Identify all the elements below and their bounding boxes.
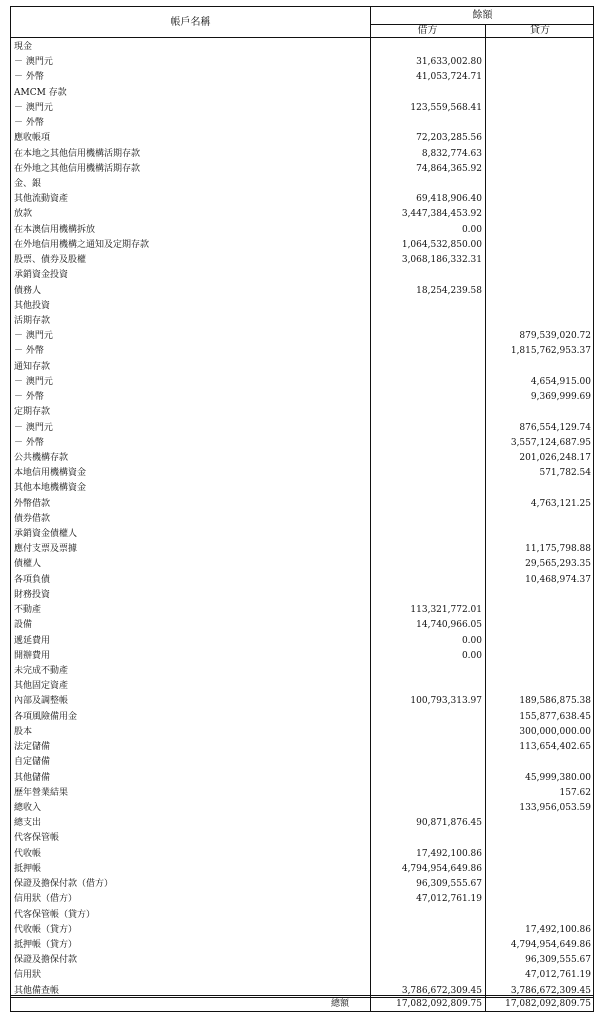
account-name-cell: － 外幣 bbox=[14, 118, 44, 129]
table-row bbox=[11, 664, 595, 679]
credit-cell: 4,654,915.00 bbox=[530, 376, 591, 387]
credit-cell: 3,557,124,687.95 bbox=[510, 437, 591, 448]
account-name-cell: 其他投資 bbox=[14, 300, 51, 311]
debit-cell: 17,492,100.86 bbox=[416, 848, 482, 859]
table-row bbox=[11, 131, 595, 146]
debit-cell: 18,254,239.58 bbox=[416, 285, 482, 296]
debit-cell bbox=[373, 527, 482, 542]
table-row bbox=[11, 253, 595, 268]
table-row bbox=[11, 451, 595, 466]
account-name-cell: 財務投資 bbox=[14, 589, 51, 600]
debit-cell bbox=[373, 481, 482, 496]
debit-cell: 0.00 bbox=[461, 635, 482, 646]
account-name-cell: 內部及調整帳 bbox=[14, 696, 69, 707]
debit-cell bbox=[373, 557, 482, 572]
account-name-cell: 應付支票及票據 bbox=[14, 544, 78, 555]
debit-cell bbox=[373, 710, 482, 725]
credit-cell bbox=[488, 405, 591, 420]
account-name-cell: 信用狀（借方） bbox=[14, 894, 78, 905]
debit-cell bbox=[373, 801, 482, 816]
account-name-cell: 總支出 bbox=[14, 818, 42, 829]
table-row bbox=[11, 299, 595, 314]
credit-cell: 571,782.54 bbox=[539, 468, 591, 479]
table-row bbox=[11, 314, 595, 329]
credit-cell bbox=[488, 679, 591, 694]
account-name-cell: － 澳門元 bbox=[14, 422, 53, 433]
account-name-cell: 信用狀 bbox=[14, 970, 42, 981]
credit-cell bbox=[488, 908, 591, 923]
table-row bbox=[11, 466, 595, 481]
table-row bbox=[11, 771, 595, 786]
table-row bbox=[11, 360, 595, 375]
credit-cell bbox=[488, 177, 591, 192]
debit-cell bbox=[373, 329, 482, 344]
account-name-cell: 債務人 bbox=[14, 285, 42, 296]
credit-cell bbox=[488, 223, 591, 238]
table-row bbox=[11, 481, 595, 496]
debit-cell bbox=[373, 466, 482, 481]
table-row bbox=[11, 405, 595, 420]
account-name-cell: 本地信用機構資金 bbox=[14, 468, 87, 479]
account-name-cell: 現金 bbox=[14, 42, 33, 52]
table-row bbox=[11, 801, 595, 816]
account-name-cell: 在外地之其他信用機構活期存款 bbox=[14, 163, 141, 174]
credit-cell: 4,763,121.25 bbox=[530, 498, 591, 509]
debit-cell: 0.00 bbox=[461, 224, 482, 235]
account-name-cell: 股本 bbox=[14, 726, 33, 737]
debit-cell bbox=[373, 421, 482, 436]
account-name-cell: － 澳門元 bbox=[14, 331, 53, 342]
debit-cell bbox=[373, 542, 482, 557]
table-row bbox=[11, 512, 595, 527]
debit-cell bbox=[373, 314, 482, 329]
credit-cell bbox=[488, 862, 591, 877]
header-credit: 貸方 bbox=[530, 25, 550, 36]
account-name-cell: 自定儲備 bbox=[14, 757, 51, 768]
credit-cell bbox=[488, 755, 591, 770]
account-name-cell: AMCM 存款 bbox=[14, 87, 67, 98]
credit-cell bbox=[488, 314, 591, 329]
table-row bbox=[11, 284, 595, 299]
credit-cell: 189,586,875.38 bbox=[519, 696, 591, 707]
account-name-cell: 應收帳項 bbox=[14, 133, 51, 144]
header-debit: 借方 bbox=[417, 25, 438, 36]
credit-cell bbox=[488, 192, 591, 207]
credit-cell: 10,468,974.37 bbox=[525, 574, 591, 585]
account-name-cell: － 外幣 bbox=[14, 72, 44, 83]
credit-cell: 17,492,100.86 bbox=[525, 924, 591, 935]
account-name-cell: 遞延費用 bbox=[14, 635, 51, 646]
account-name-cell: 在本地之其他信用機構活期存款 bbox=[14, 148, 141, 159]
table-row bbox=[11, 755, 595, 770]
credit-cell bbox=[488, 284, 591, 299]
credit-cell: 876,554,129.74 bbox=[519, 422, 591, 433]
credit-cell: 133,956,053.59 bbox=[519, 803, 591, 813]
table-row bbox=[11, 953, 595, 968]
credit-cell: 96,309,555.67 bbox=[525, 955, 591, 966]
account-name-cell: 不動產 bbox=[14, 605, 42, 616]
table-row bbox=[11, 816, 595, 831]
credit-cell bbox=[488, 101, 591, 116]
debit-cell bbox=[373, 451, 482, 466]
account-name-cell: － 澳門元 bbox=[14, 57, 53, 68]
account-name-cell: 承銷資金債權人 bbox=[14, 529, 78, 540]
table-row bbox=[11, 618, 595, 633]
debit-cell bbox=[373, 360, 482, 375]
table-row bbox=[11, 710, 595, 725]
account-name-cell: 各項負債 bbox=[14, 574, 51, 585]
credit-cell bbox=[488, 253, 591, 268]
account-name-cell: 代客保管帳 bbox=[14, 833, 60, 844]
table-row bbox=[11, 923, 595, 938]
account-name-cell: 在本澳信用機構拆放 bbox=[14, 224, 96, 235]
table-row bbox=[11, 740, 595, 755]
credit-cell bbox=[488, 131, 591, 146]
credit-cell bbox=[488, 877, 591, 892]
debit-cell bbox=[373, 86, 482, 101]
credit-cell: 9,369,999.69 bbox=[530, 392, 591, 403]
debit-cell bbox=[373, 771, 482, 786]
header-account-name: 帳戶名稱 bbox=[170, 17, 211, 28]
debit-cell: 4,794,954,649.86 bbox=[401, 863, 482, 874]
credit-cell bbox=[488, 847, 591, 862]
table-row bbox=[11, 162, 595, 177]
account-name-cell: 代收帳（貸方） bbox=[14, 924, 78, 935]
account-name-cell: 各項風險備用金 bbox=[14, 711, 78, 722]
debit-cell: 3,447,384,453.92 bbox=[401, 209, 482, 220]
debit-cell bbox=[373, 953, 482, 968]
table-row bbox=[11, 55, 595, 70]
debit-cell bbox=[373, 512, 482, 527]
debit-cell bbox=[373, 344, 482, 359]
table-row bbox=[11, 877, 595, 892]
account-name-cell: 其他流動資產 bbox=[14, 194, 69, 205]
account-name-cell: 其他備查帳 bbox=[14, 985, 60, 996]
table-row bbox=[11, 649, 595, 664]
credit-cell bbox=[488, 664, 591, 679]
debit-cell bbox=[373, 664, 482, 679]
debit-cell: 31,633,002.80 bbox=[416, 57, 482, 68]
table-row bbox=[11, 390, 595, 405]
debit-cell: 69,418,906.40 bbox=[416, 194, 482, 205]
credit-cell: 201,026,248.17 bbox=[519, 452, 591, 463]
credit-cell bbox=[488, 527, 591, 542]
debit-cell bbox=[373, 405, 482, 420]
debit-cell bbox=[373, 497, 482, 512]
account-name-cell: 未完成不動產 bbox=[14, 666, 69, 677]
account-name-cell: 金、銀 bbox=[14, 178, 42, 189]
total-credit: 17,082,092,809.75 bbox=[505, 999, 591, 1009]
debit-cell bbox=[373, 740, 482, 755]
account-name-cell: 股票、債券及股權 bbox=[14, 255, 87, 266]
debit-cell: 74,864,365.92 bbox=[416, 163, 482, 174]
account-name-cell: 代客保管帳（貸方） bbox=[14, 909, 96, 920]
account-name-cell: 定期存款 bbox=[14, 407, 51, 418]
table-row bbox=[11, 786, 595, 801]
debit-cell: 123,559,568.41 bbox=[410, 102, 482, 113]
account-name-cell: 其他本地機構資金 bbox=[14, 483, 87, 494]
credit-cell: 11,175,798.88 bbox=[525, 544, 591, 555]
table-row bbox=[11, 542, 595, 557]
table-row bbox=[11, 192, 595, 207]
table-row bbox=[11, 436, 595, 451]
table-row bbox=[11, 375, 595, 390]
table-row bbox=[11, 588, 595, 603]
table-row bbox=[11, 892, 595, 907]
credit-cell bbox=[488, 603, 591, 618]
account-name-cell: － 澳門元 bbox=[14, 376, 53, 387]
debit-cell bbox=[373, 177, 482, 192]
debit-cell bbox=[373, 908, 482, 923]
debit-cell: 1,064,532,850.00 bbox=[401, 239, 482, 250]
debit-cell bbox=[373, 786, 482, 801]
debit-cell bbox=[373, 588, 482, 603]
credit-cell bbox=[488, 816, 591, 831]
credit-cell: 879,539,020.72 bbox=[519, 331, 591, 342]
account-name-cell: 債券借款 bbox=[14, 513, 51, 524]
credit-cell bbox=[488, 268, 591, 283]
debit-cell: 14,740,966.05 bbox=[416, 620, 482, 631]
account-name-cell: 放款 bbox=[14, 209, 33, 220]
account-name-cell: 活期存款 bbox=[14, 315, 51, 326]
debit-cell: 8,832,774.63 bbox=[421, 148, 482, 159]
table-row bbox=[11, 557, 595, 572]
debit-cell: 3,786,672,309.45 bbox=[401, 985, 482, 996]
credit-cell bbox=[488, 481, 591, 496]
account-name-cell: 開辦費用 bbox=[14, 650, 51, 661]
debit-cell bbox=[373, 938, 482, 953]
account-name-cell: － 外幣 bbox=[14, 346, 44, 357]
table-row bbox=[11, 847, 595, 862]
table-row bbox=[11, 527, 595, 542]
account-name-cell: 歷年營業結果 bbox=[14, 787, 69, 798]
table-row bbox=[11, 679, 595, 694]
account-name-cell: － 外幣 bbox=[14, 392, 44, 403]
table-row bbox=[11, 694, 595, 709]
credit-cell: 29,565,293.35 bbox=[525, 559, 591, 570]
credit-cell bbox=[488, 634, 591, 649]
debit-cell: 3,068,186,332.31 bbox=[401, 255, 482, 266]
debit-cell: 90,871,876.45 bbox=[416, 818, 482, 829]
table-row bbox=[11, 634, 595, 649]
header-bottom-line bbox=[11, 37, 593, 38]
credit-cell: 4,794,954,649.86 bbox=[510, 939, 591, 950]
total-label: 總額 bbox=[331, 999, 350, 1009]
account-name-cell: 在外地信用機構之通知及定期存款 bbox=[14, 239, 150, 250]
debit-cell bbox=[373, 573, 482, 588]
table-row bbox=[11, 223, 595, 238]
credit-cell bbox=[488, 360, 591, 375]
table-row bbox=[11, 421, 595, 436]
credit-cell bbox=[488, 162, 591, 177]
table-row bbox=[11, 147, 595, 162]
debit-cell: 47,012,761.19 bbox=[416, 894, 482, 905]
account-name-cell: 公共機構存款 bbox=[14, 452, 69, 463]
debit-cell: 72,203,285.56 bbox=[416, 133, 482, 144]
table-row bbox=[11, 603, 595, 618]
table-row bbox=[11, 968, 595, 983]
credit-cell bbox=[488, 892, 591, 907]
debit-cell: 113,321,772.01 bbox=[410, 605, 482, 616]
account-name-cell: 抵押帳（貸方） bbox=[14, 939, 78, 950]
credit-cell: 113,654,402.65 bbox=[519, 742, 591, 753]
credit-cell bbox=[488, 831, 591, 846]
account-name-cell: 抵押帳 bbox=[14, 863, 42, 874]
debit-cell bbox=[373, 679, 482, 694]
debit-cell: 100,793,313.97 bbox=[410, 696, 482, 707]
account-name-cell: 外幣借款 bbox=[14, 498, 51, 509]
debit-cell bbox=[373, 831, 482, 846]
debit-cell bbox=[373, 375, 482, 390]
credit-cell bbox=[488, 512, 591, 527]
account-name-cell: 通知存款 bbox=[14, 361, 51, 372]
table-row bbox=[11, 725, 595, 740]
credit-cell bbox=[488, 40, 591, 55]
table-row bbox=[11, 177, 595, 192]
debit-cell bbox=[373, 268, 482, 283]
account-name-cell: 承銷資金投資 bbox=[14, 270, 69, 281]
total-line-top bbox=[11, 995, 593, 996]
table-row bbox=[11, 573, 595, 588]
table-row bbox=[11, 831, 595, 846]
debit-cell bbox=[373, 923, 482, 938]
table-row bbox=[11, 70, 595, 85]
credit-cell bbox=[488, 70, 591, 85]
credit-cell bbox=[488, 238, 591, 253]
credit-cell bbox=[488, 588, 591, 603]
table-row bbox=[11, 497, 595, 512]
header-balance: 餘額 bbox=[472, 10, 493, 21]
account-name-cell: 總收入 bbox=[14, 803, 42, 813]
table-row bbox=[11, 908, 595, 923]
debit-cell bbox=[373, 725, 482, 740]
table-row bbox=[11, 238, 595, 253]
table-row bbox=[11, 268, 595, 283]
balance-sheet-table bbox=[10, 6, 594, 1012]
debit-cell: 0.00 bbox=[461, 650, 482, 661]
debit-cell bbox=[373, 40, 482, 55]
credit-cell bbox=[488, 649, 591, 664]
debit-cell bbox=[373, 436, 482, 451]
credit-cell: 300,000,000.00 bbox=[519, 726, 591, 737]
table-row bbox=[11, 344, 595, 359]
credit-cell: 3,786,672,309.45 bbox=[510, 985, 591, 996]
account-name-cell: － 外幣 bbox=[14, 437, 44, 448]
credit-cell: 157.62 bbox=[559, 787, 591, 798]
account-name-cell: 保證及擔保付款 bbox=[14, 955, 78, 966]
table-row bbox=[11, 40, 595, 55]
debit-cell bbox=[373, 299, 482, 314]
table-row bbox=[11, 329, 595, 344]
account-name-cell: 設備 bbox=[14, 620, 33, 631]
debit-cell: 41,053,724.71 bbox=[416, 72, 482, 83]
account-name-cell: 代收帳 bbox=[14, 848, 42, 859]
table-row bbox=[11, 862, 595, 877]
credit-cell bbox=[488, 116, 591, 131]
table-row bbox=[11, 101, 595, 116]
debit-cell bbox=[373, 968, 482, 983]
debit-cell bbox=[373, 390, 482, 405]
credit-cell bbox=[488, 618, 591, 633]
account-name-cell: 其他固定資產 bbox=[14, 681, 69, 692]
debit-cell bbox=[373, 116, 482, 131]
account-name-cell: 法定儲備 bbox=[14, 742, 51, 753]
credit-cell: 47,012,761.19 bbox=[525, 970, 591, 981]
credit-cell: 155,877,638.45 bbox=[519, 711, 591, 722]
credit-cell: 45,999,380.00 bbox=[525, 772, 591, 783]
credit-cell bbox=[488, 55, 591, 70]
credit-cell: 1,815,762,953.37 bbox=[510, 346, 591, 357]
table-row bbox=[11, 116, 595, 131]
account-name-cell: 債權人 bbox=[14, 559, 42, 570]
credit-cell bbox=[488, 86, 591, 101]
debit-cell: 96,309,555.67 bbox=[416, 879, 482, 890]
account-name-cell: 保證及擔保付款（借方） bbox=[14, 879, 114, 890]
account-name-cell: － 澳門元 bbox=[14, 102, 53, 113]
table-row bbox=[11, 207, 595, 222]
credit-cell bbox=[488, 299, 591, 314]
total-debit: 17,082,092,809.75 bbox=[396, 999, 482, 1009]
table-row bbox=[11, 86, 595, 101]
table-row bbox=[11, 938, 595, 953]
account-name-cell: 其他儲備 bbox=[14, 772, 51, 783]
credit-cell bbox=[488, 147, 591, 162]
debit-cell bbox=[373, 755, 482, 770]
credit-cell bbox=[488, 207, 591, 222]
